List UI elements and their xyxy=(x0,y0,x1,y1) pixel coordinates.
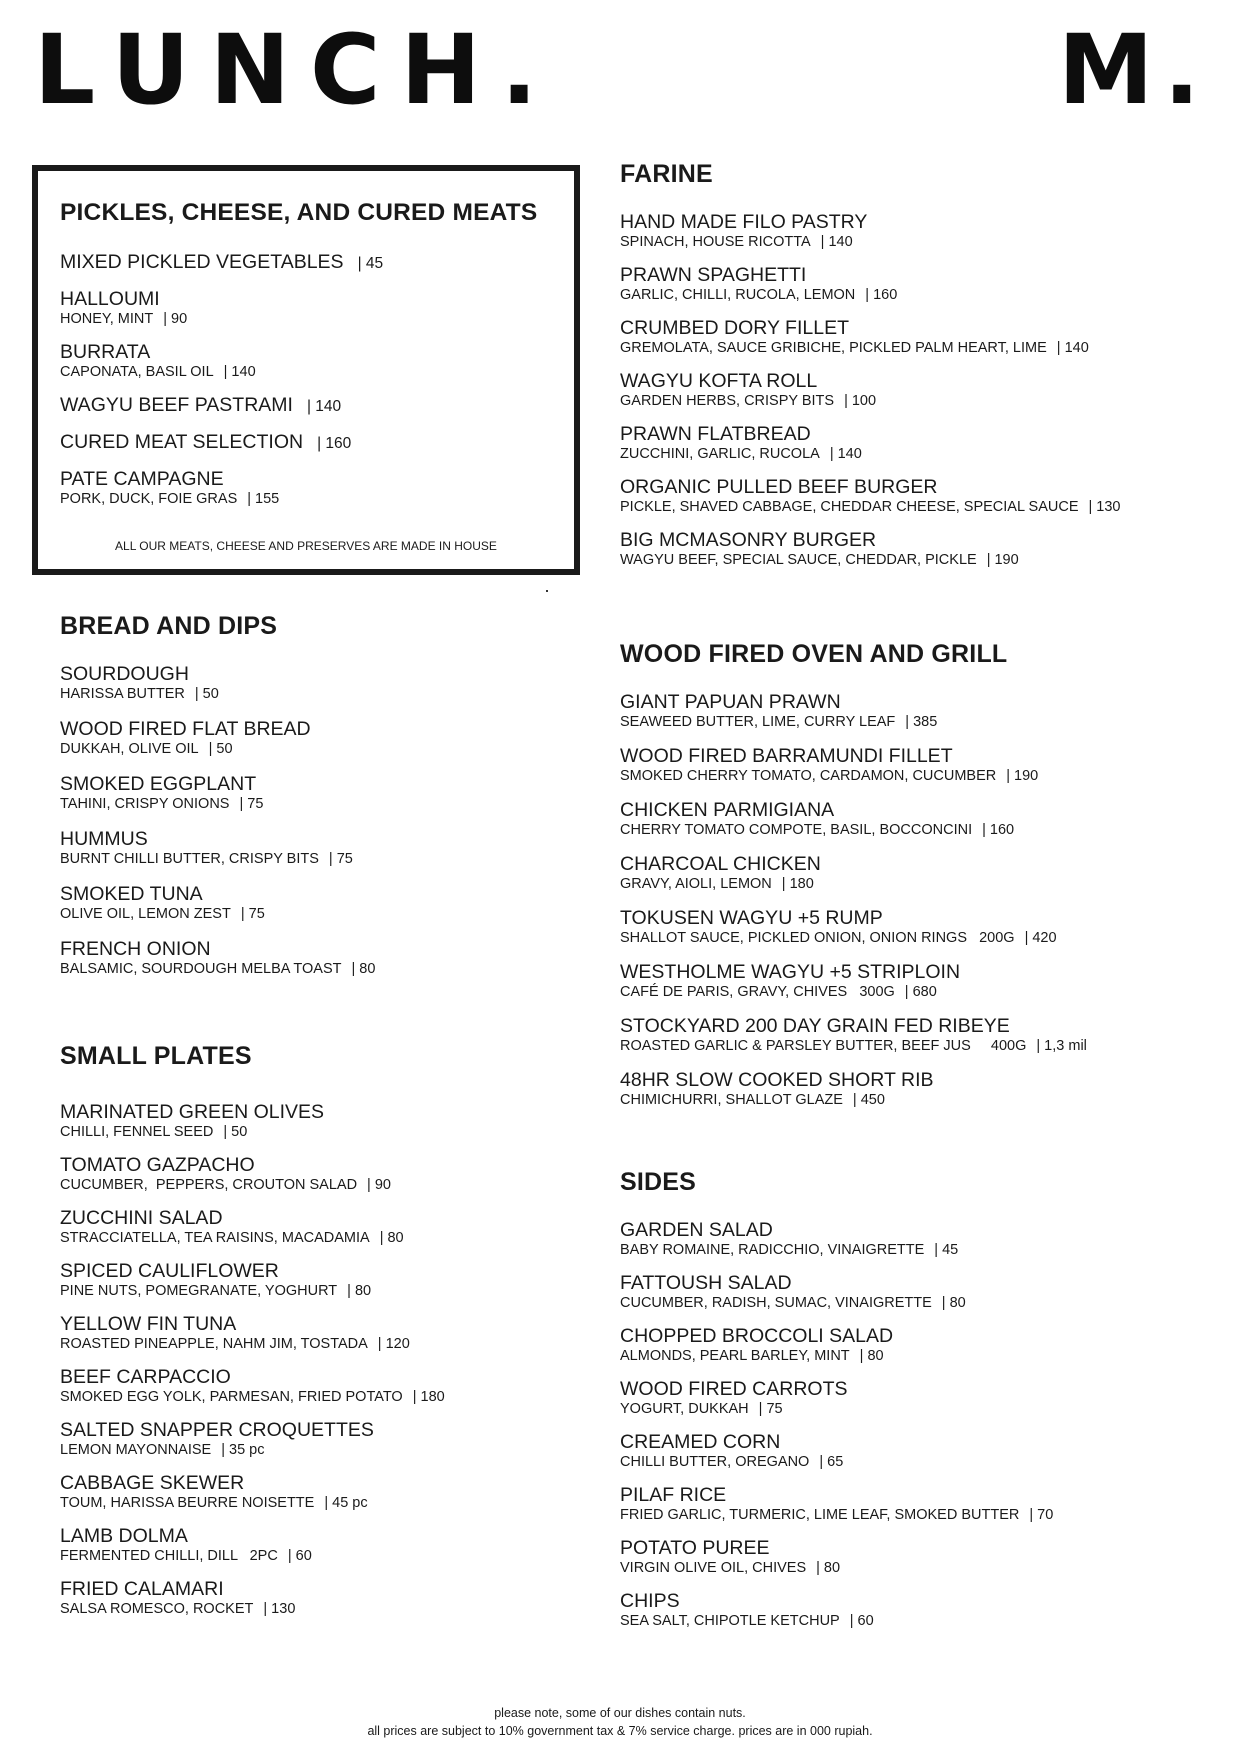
menu-item xyxy=(620,370,1220,410)
menu-item xyxy=(60,288,560,328)
menu-item-name: LAMB DOLMA xyxy=(60,1525,188,1547)
menu-item-price: | 90 xyxy=(367,1177,391,1193)
sides-section xyxy=(620,1168,1220,1643)
menu-item-description-row xyxy=(620,1453,1220,1471)
menu-item-description: SMOKED CHERRY TOMATO, CARDAMON, CUCUMBER xyxy=(620,768,997,784)
menu-item xyxy=(60,663,580,703)
menu-item-description-row xyxy=(60,1282,580,1300)
menu-item-price: | 160 xyxy=(865,287,898,303)
menu-item xyxy=(620,211,1220,251)
menu-item xyxy=(620,799,1220,839)
section-title-grill: WOOD FIRED OVEN AND GRILL xyxy=(620,640,1008,668)
menu-item-name: WOOD FIRED FLAT BREAD xyxy=(60,718,311,740)
menu-item xyxy=(60,341,560,381)
menu-item-description-row xyxy=(620,339,1220,357)
stray-dot xyxy=(546,590,548,592)
menu-item-price: | 160 xyxy=(317,435,352,452)
menu-item-name: SMOKED EGGPLANT xyxy=(60,773,257,795)
small-plates-list xyxy=(60,1101,580,1618)
farine-section xyxy=(620,160,1220,582)
menu-item-price: | 75 xyxy=(240,906,265,922)
menu-item xyxy=(60,718,580,758)
menu-item-name: WOOD FIRED CARROTS xyxy=(620,1378,848,1400)
menu-item-price: | 140 xyxy=(820,234,853,250)
menu-item xyxy=(60,1260,580,1300)
menu-item-price: | 35 pc xyxy=(221,1442,265,1458)
menu-item-price: | 45 xyxy=(934,1242,959,1258)
menu-item xyxy=(620,1431,1220,1471)
menu-item-description: YOGURT, DUKKAH xyxy=(620,1401,749,1417)
menu-item-description: OLIVE OIL, LEMON ZEST xyxy=(60,906,231,922)
menu-item-price: | 50 xyxy=(208,741,233,757)
menu-item-price: | 45 xyxy=(357,255,384,272)
menu-item-description: CUCUMBER, PEPPERS, CROUTON SALAD xyxy=(60,1177,358,1193)
grill-list xyxy=(620,691,1220,1109)
menu-item-description-row xyxy=(620,713,1220,731)
menu-item xyxy=(620,1378,1220,1418)
menu-item-description-row xyxy=(60,1547,580,1565)
menu-item-name: CURED MEAT SELECTION xyxy=(60,431,304,453)
menu-item-description-row xyxy=(60,1388,580,1406)
menu-item-price: | 680 xyxy=(904,984,937,1000)
menu-item-name: WAGYU BEEF PASTRAMI xyxy=(60,394,293,416)
menu-item-price: | 80 xyxy=(859,1348,884,1364)
menu-item-description: WAGYU BEEF, SPECIAL SAUCE, CHEDDAR, PICKLE xyxy=(620,552,977,568)
menu-item-description: CAFÉ DE PARIS, GRAVY, CHIVES 300G xyxy=(620,984,895,1000)
menu-item-name: FATTOUSH SALAD xyxy=(620,1272,792,1294)
menu-item-description: TOUM, HARISSA BEURRE NOISETTE xyxy=(60,1495,315,1511)
menu-item-name: BIG MCMASONRY BURGER xyxy=(620,529,877,551)
menu-item-description-row xyxy=(620,498,1220,516)
menu-item-name: ORGANIC PULLED BEEF BURGER xyxy=(620,476,938,498)
menu-item-name: CHIPS xyxy=(620,1590,680,1612)
menu-item-description-row xyxy=(60,1600,580,1618)
menu-item xyxy=(60,883,580,923)
menu-item-description: SEAWEED BUTTER, LIME, CURRY LEAF xyxy=(620,714,896,730)
menu-item xyxy=(60,1419,580,1459)
menu-item-description: CHILLI BUTTER, OREGANO xyxy=(620,1454,810,1470)
menu-item-description: BURNT CHILLI BUTTER, CRISPY BITS xyxy=(60,851,319,867)
menu-item-price: | 450 xyxy=(852,1092,885,1108)
menu-item xyxy=(60,938,580,978)
menu-item xyxy=(60,1578,580,1618)
menu-item-name: CRUMBED DORY FILLET xyxy=(620,317,849,339)
menu-item-description: ROASTED GARLIC & PARSLEY BUTTER, BEEF JUS 400G xyxy=(620,1038,1027,1054)
menu-item xyxy=(620,961,1220,1001)
menu-item-description: CHILLI, FENNEL SEED xyxy=(60,1124,214,1140)
menu-item xyxy=(620,691,1220,731)
menu-item-name: PILAF RICE xyxy=(620,1484,727,1506)
menu-item-price: | 90 xyxy=(163,311,188,327)
menu-item-description: SPINACH, HOUSE RICOTTA xyxy=(620,234,811,250)
menu-item xyxy=(60,1101,580,1141)
menu-item-name: CHICKEN PARMIGIANA xyxy=(620,799,835,821)
menu-item-description-row xyxy=(60,1123,580,1141)
menu-item-description: HARISSA BUTTER xyxy=(60,686,185,702)
footer-note-tax: all prices are subject to 10% government tax & 7% service charge. prices are in 000 rupiah. xyxy=(367,1724,873,1738)
menu-item-name: PRAWN FLATBREAD xyxy=(620,423,811,445)
menu-item-name: GIANT PAPUAN PRAWN xyxy=(620,691,841,713)
menu-item-price: | 75 xyxy=(758,1401,783,1417)
menu-item-name: WESTHOLME WAGYU +5 STRIPLOIN xyxy=(620,961,961,983)
menu-item xyxy=(620,1590,1220,1630)
menu-item-description: GARDEN HERBS, CRISPY BITS xyxy=(620,393,835,409)
menu-item-name: CHOPPED BROCCOLI SALAD xyxy=(620,1325,894,1347)
menu-item-description-row xyxy=(620,821,1220,839)
menu-item-name: HAND MADE FILO PASTRY xyxy=(620,211,868,233)
section-title-bread: BREAD AND DIPS xyxy=(60,612,278,640)
menu-item xyxy=(620,1015,1220,1055)
menu-item xyxy=(620,907,1220,947)
section-title-small-plates: SMALL PLATES xyxy=(60,1042,252,1070)
menu-item-description-row xyxy=(620,1506,1220,1524)
menu-item-price: | 140 xyxy=(829,446,862,462)
menu-item-description-row xyxy=(620,1241,1220,1259)
sides-list xyxy=(620,1219,1220,1630)
menu-item xyxy=(60,251,560,275)
menu-item-price: | 100 xyxy=(844,393,877,409)
menu-item-description: PINE NUTS, POMEGRANATE, YOGHURT xyxy=(60,1283,338,1299)
menu-item-price: | 75 xyxy=(328,851,353,867)
menu-item-description-row xyxy=(620,983,1220,1001)
menu-item-price: | 80 xyxy=(941,1295,966,1311)
menu-item-description-row xyxy=(620,445,1220,463)
menu-item-description: ALMONDS, PEARL BARLEY, MINT xyxy=(620,1348,850,1364)
menu-item-description-row xyxy=(620,233,1220,251)
menu-item xyxy=(620,1272,1220,1312)
menu-item-description: GREMOLATA, SAUCE GRIBICHE, PICKLED PALM HEART, LIME xyxy=(620,340,1047,356)
menu-item-description-row xyxy=(620,1294,1220,1312)
menu-item-description: HONEY, MINT xyxy=(60,311,154,327)
menu-item-name: FRENCH ONION xyxy=(60,938,211,960)
menu-item-description-row xyxy=(60,795,580,813)
menu-item-price: | 160 xyxy=(982,822,1015,838)
menu-item-price: | 130 xyxy=(263,1601,296,1617)
menu-item-description-row xyxy=(60,490,560,508)
menu-item-name-row xyxy=(60,431,560,455)
menu-item-description-row xyxy=(620,1091,1220,1109)
menu-item-name: FRIED CALAMARI xyxy=(60,1578,224,1600)
menu-item xyxy=(60,1366,580,1406)
menu-item-name: YELLOW FIN TUNA xyxy=(60,1313,237,1335)
menu-item-price: | 190 xyxy=(986,552,1019,568)
menu-item-description-row xyxy=(60,310,560,328)
menu-item-description: BALSAMIC, SOURDOUGH MELBA TOAST xyxy=(60,961,342,977)
page-title: LUNCH. xyxy=(34,14,558,126)
menu-item-description-row xyxy=(60,363,560,381)
menu-item-name: MARINATED GREEN OLIVES xyxy=(60,1101,325,1123)
menu-item xyxy=(620,1537,1220,1577)
menu-item xyxy=(620,317,1220,357)
menu-item xyxy=(620,1069,1220,1109)
menu-item-name: SPICED CAULIFLOWER xyxy=(60,1260,279,1282)
pickles-section xyxy=(60,199,560,521)
menu-item-name: 48HR SLOW COOKED SHORT RIB xyxy=(620,1069,934,1091)
menu-item-name: HUMMUS xyxy=(60,828,148,850)
menu-item-description-row xyxy=(620,1612,1220,1630)
menu-item-price: | 140 xyxy=(223,364,256,380)
menu-item-price: | 80 xyxy=(379,1230,404,1246)
menu-item-description-row xyxy=(620,875,1220,893)
menu-item-description: STRACCIATELLA, TEA RAISINS, MACADAMIA xyxy=(60,1230,370,1246)
menu-item-description: SALSA ROMESCO, ROCKET xyxy=(60,1601,254,1617)
menu-item-description-row xyxy=(620,929,1220,947)
menu-item-name: ZUCCHINI SALAD xyxy=(60,1207,223,1229)
bread-list xyxy=(60,663,580,978)
menu-item-price: | 180 xyxy=(412,1389,445,1405)
menu-item-description-row xyxy=(60,960,580,978)
restaurant-logo: M. xyxy=(1058,14,1210,126)
menu-item-price: | 1,3 mil xyxy=(1036,1038,1087,1054)
footer xyxy=(0,1704,1240,1740)
menu-item-name: WOOD FIRED BARRAMUNDI FILLET xyxy=(620,745,953,767)
menu-item-price: | 60 xyxy=(287,1548,312,1564)
menu-item-price: | 155 xyxy=(247,491,280,507)
menu-item-description-row xyxy=(60,850,580,868)
menu-item xyxy=(60,431,560,455)
menu-item-price: | 60 xyxy=(849,1613,874,1629)
farine-list xyxy=(620,211,1220,569)
bread-section xyxy=(60,612,580,993)
menu-item xyxy=(60,394,560,418)
menu-item-price: | 50 xyxy=(194,686,219,702)
menu-item-price: | 50 xyxy=(223,1124,248,1140)
menu-item-description-row xyxy=(60,685,580,703)
menu-item xyxy=(620,1219,1220,1259)
menu-item-price: | 80 xyxy=(351,961,376,977)
menu-item xyxy=(620,529,1220,569)
menu-item-price: | 65 xyxy=(819,1454,844,1470)
menu-item-price: | 130 xyxy=(1088,499,1121,515)
menu-item-price: | 80 xyxy=(347,1283,372,1299)
menu-item-description-row xyxy=(620,551,1220,569)
menu-item xyxy=(60,828,580,868)
menu-item-description-row xyxy=(60,1176,580,1194)
menu-item-price: | 140 xyxy=(1056,340,1089,356)
menu-item-name: MIXED PICKLED VEGETABLES xyxy=(60,251,344,273)
menu-item-price: | 120 xyxy=(377,1336,410,1352)
menu-item xyxy=(60,1313,580,1353)
menu-item-name: TOMATO GAZPACHO xyxy=(60,1154,255,1176)
menu-item xyxy=(60,1207,580,1247)
menu-item-name: PRAWN SPAGHETTI xyxy=(620,264,807,286)
menu-item-name-row xyxy=(60,394,560,418)
section-title-pickles: PICKLES, CHEESE, AND CURED MEATS xyxy=(60,199,538,226)
menu-item-name: GARDEN SALAD xyxy=(620,1219,773,1241)
menu-item-description-row xyxy=(60,1229,580,1247)
menu-item-name: CREAMED CORN xyxy=(620,1431,781,1453)
menu-item-name: POTATO PUREE xyxy=(620,1537,770,1559)
menu-item-description-row xyxy=(60,1441,580,1459)
menu-item xyxy=(60,1525,580,1565)
menu-item-description: BABY ROMAINE, RADICCHIO, VINAIGRETTE xyxy=(620,1242,925,1258)
menu-item-description: VIRGIN OLIVE OIL, CHIVES xyxy=(620,1560,807,1576)
menu-item xyxy=(620,853,1220,893)
menu-item xyxy=(620,1325,1220,1365)
menu-item-description: DUKKAH, OLIVE OIL xyxy=(60,741,199,757)
menu-item-description-row xyxy=(60,1494,580,1512)
menu-item-name-row xyxy=(60,251,560,275)
menu-item-description: CUCUMBER, RADISH, SUMAC, VINAIGRETTE xyxy=(620,1295,932,1311)
menu-item-description: PICKLE, SHAVED CABBAGE, CHEDDAR CHEESE, SPECIAL SAUCE xyxy=(620,499,1079,515)
menu-item-name: SALTED SNAPPER CROQUETTES xyxy=(60,1419,374,1441)
menu-item-price: | 45 pc xyxy=(324,1495,368,1511)
menu-item xyxy=(60,1154,580,1194)
menu-item-description: TAHINI, CRISPY ONIONS xyxy=(60,796,230,812)
menu-item-name: BURRATA xyxy=(60,341,151,363)
menu-item xyxy=(60,1472,580,1512)
menu-item-description-row xyxy=(620,767,1220,785)
menu-item-name: WAGYU KOFTA ROLL xyxy=(620,370,818,392)
menu-item-price: | 420 xyxy=(1024,930,1057,946)
menu-item xyxy=(60,468,560,508)
menu-item-description: GARLIC, CHILLI, RUCOLA, LEMON xyxy=(620,287,856,303)
menu-item-description: CHERRY TOMATO COMPOTE, BASIL, BOCCONCINI xyxy=(620,822,973,838)
pickles-box xyxy=(32,165,580,575)
menu-item-price: | 75 xyxy=(239,796,264,812)
menu-item-price: | 70 xyxy=(1029,1507,1054,1523)
menu-item xyxy=(620,264,1220,304)
section-title-farine: FARINE xyxy=(620,160,713,188)
menu-item-description: SEA SALT, CHIPOTLE KETCHUP xyxy=(620,1613,840,1629)
menu-item-name: TOKUSEN WAGYU +5 RUMP xyxy=(620,907,883,929)
small-plates-section xyxy=(60,1042,580,1631)
menu-item-price: | 385 xyxy=(905,714,938,730)
menu-item-name: PATE CAMPAGNE xyxy=(60,468,224,490)
menu-item xyxy=(620,1484,1220,1524)
footer-note-nuts: please note, some of our dishes contain nuts. xyxy=(494,1706,746,1720)
menu-item-name: BEEF CARPACCIO xyxy=(60,1366,231,1388)
menu-item-description-row xyxy=(620,1559,1220,1577)
menu-item-description-row xyxy=(620,392,1220,410)
menu-item-description-row xyxy=(60,905,580,923)
menu-item-description: ZUCCHINI, GARLIC, RUCOLA xyxy=(620,446,820,462)
menu-item-description: PORK, DUCK, FOIE GRAS xyxy=(60,491,238,507)
menu-item-name: HALLOUMI xyxy=(60,288,160,310)
menu-item-description: ROASTED PINEAPPLE, NAHM JIM, TOSTADA xyxy=(60,1336,368,1352)
pickles-list xyxy=(60,251,560,508)
menu-item-price: | 140 xyxy=(306,398,342,415)
menu-item xyxy=(620,745,1220,785)
menu-item-name: CHARCOAL CHICKEN xyxy=(620,853,821,875)
pickles-note: ALL OUR MEATS, CHEESE AND PRESERVES ARE MADE IN HOUSE xyxy=(115,539,497,553)
menu-item-description: SMOKED EGG YOLK, PARMESAN, FRIED POTATO xyxy=(60,1389,403,1405)
menu-item-description-row xyxy=(60,1335,580,1353)
menu-item-description-row xyxy=(620,1347,1220,1365)
menu-item-description-row xyxy=(620,286,1220,304)
menu-item-name: STOCKYARD 200 DAY GRAIN FED RIBEYE xyxy=(620,1015,1010,1037)
menu-item-description: GRAVY, AIOLI, LEMON xyxy=(620,876,772,892)
menu-item-description-row xyxy=(620,1400,1220,1418)
menu-item xyxy=(60,773,580,813)
menu-item-description-row xyxy=(60,740,580,758)
menu-item-description: FRIED GARLIC, TURMERIC, LIME LEAF, SMOKED BUTTER xyxy=(620,1507,1020,1523)
menu-item-price: | 180 xyxy=(781,876,814,892)
grill-section xyxy=(620,640,1220,1123)
menu-item-name: SMOKED TUNA xyxy=(60,883,203,905)
menu-item-price: | 80 xyxy=(816,1560,841,1576)
menu-item-description: CAPONATA, BASIL OIL xyxy=(60,364,214,380)
menu-item-description-row xyxy=(620,1037,1220,1055)
menu-item-price: | 190 xyxy=(1006,768,1039,784)
menu-item xyxy=(620,423,1220,463)
menu-item-name: CABBAGE SKEWER xyxy=(60,1472,245,1494)
menu-item-name: SOURDOUGH xyxy=(60,663,189,685)
menu-item-description: FERMENTED CHILLI, DILL 2PC xyxy=(60,1548,278,1564)
menu-item-description: SHALLOT SAUCE, PICKLED ONION, ONION RINGS 200G xyxy=(620,930,1015,946)
menu-item-description: CHIMICHURRI, SHALLOT GLAZE xyxy=(620,1092,843,1108)
menu-item xyxy=(620,476,1220,516)
menu-item-description: LEMON MAYONNAISE xyxy=(60,1442,212,1458)
section-title-sides: SIDES xyxy=(620,1168,697,1196)
